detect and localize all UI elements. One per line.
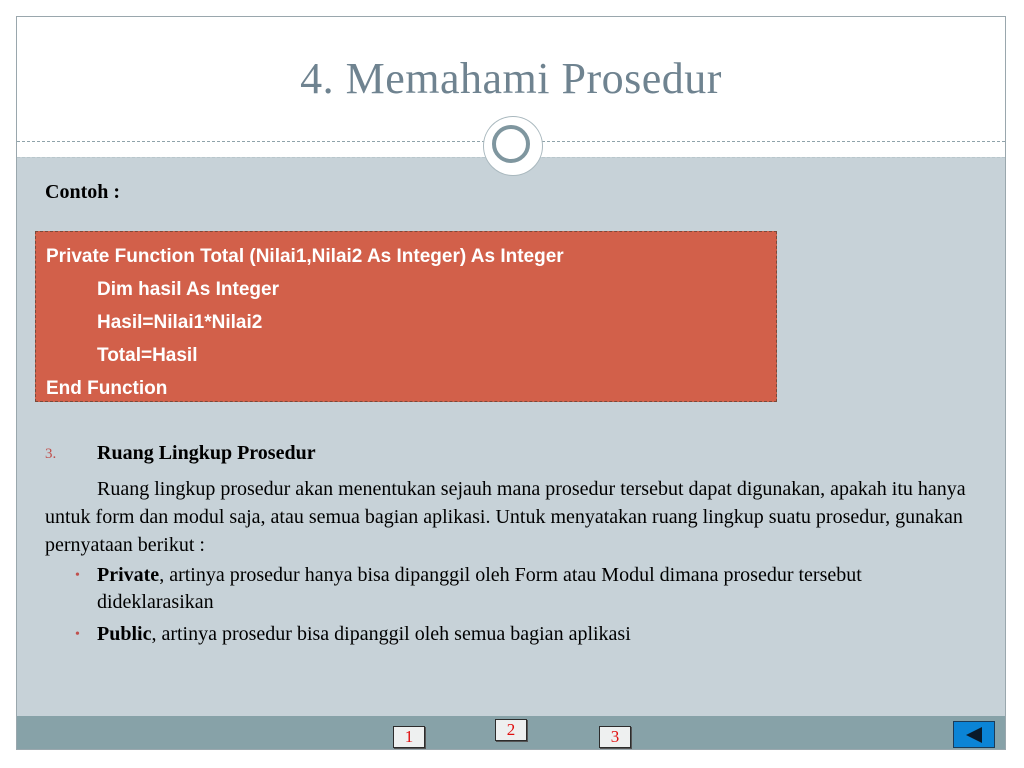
circle-ornament-icon [484,117,542,175]
section-paragraph: Ruang lingkup prosedur akan menentukan sejauh mana prosedur tersebut dapat digunakan, apakah itu hanya untuk form dan modul saja, atau semua bagian aplikasi. Untuk menyatakan ruang lingkup suatu prosedur, gunakan pernyataan berikut : [45,478,966,556]
bullet-text [75,621,955,648]
nav-page-1-button[interactable]: 1 [393,726,425,748]
code-line: Dim hasil As Integer [97,279,279,300]
example-label: Contoh : [45,181,121,203]
bullet-text [75,562,955,616]
bullet-icon: • [75,568,80,583]
code-line: End Function [46,378,168,399]
bullet-item-public [75,621,955,648]
code-line: Total=Hasil [97,345,198,366]
bullet-description: , artinya prosedur hanya bisa dipanggil oleh Form atau Modul dimana prosedur tersebut dideklarasikan [97,564,862,613]
slide [16,16,1006,750]
bullet-description: , artinya prosedur bisa dipanggil oleh semua bagian aplikasi [151,623,631,645]
bullet-term: Public [97,623,152,645]
code-line: Hasil=Nilai1*Nilai2 [97,312,263,333]
back-arrow-icon [966,727,982,743]
slide-title: 4. Memahami Prosedur [300,54,722,103]
ring-icon [492,125,530,163]
nav-page-2-button[interactable]: 2 [495,719,527,741]
footer-bar [17,716,1005,750]
code-block [35,231,777,402]
section-number: 3. [45,446,57,462]
nav-page-3-button[interactable]: 3 [599,726,631,748]
bullet-term: Private [97,564,160,586]
section-title: Ruang Lingkup Prosedur [97,442,316,464]
back-button[interactable] [953,721,995,748]
code-line: Private Function Total (Nilai1,Nilai2 As Integer) As Integer [46,246,564,267]
bullet-icon: • [75,627,80,642]
bullet-item-private [75,562,955,616]
